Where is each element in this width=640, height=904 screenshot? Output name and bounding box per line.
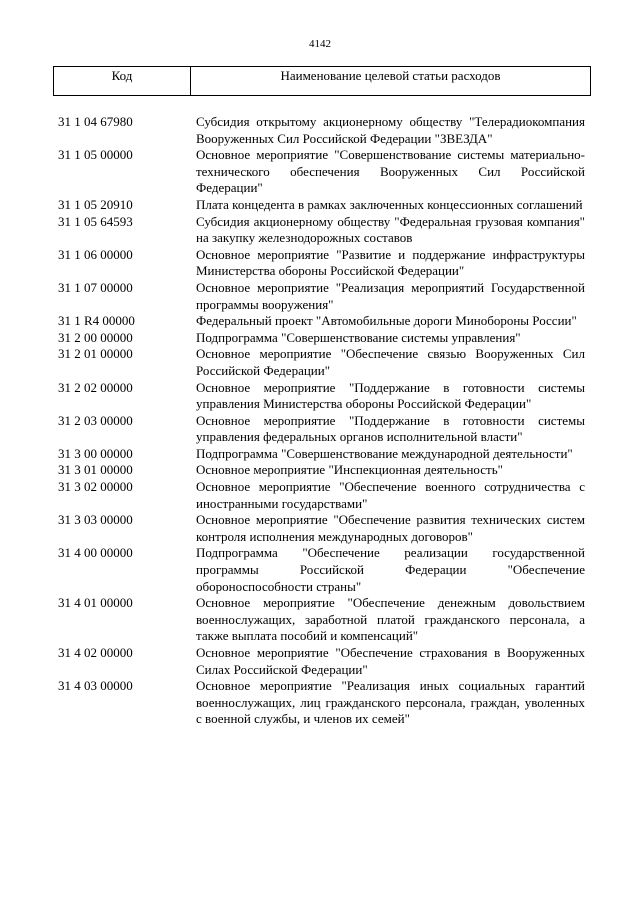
- row-code: 31 3 02 00000: [58, 479, 133, 495]
- row-code: 31 3 00 00000: [58, 445, 133, 461]
- row-name: Федеральный проект "Автомобильные дороги Минобороны России": [196, 313, 577, 329]
- table-row: [0, 346, 640, 379]
- row-name: Основное мероприятие "Обеспечение развития технических систем контроля исполнения международных договоров": [196, 512, 585, 544]
- row-name: Основное мероприятие "Поддержание в готовности системы управления Министерства обороны Российской Федерации": [196, 379, 585, 412]
- table-row: [0, 114, 640, 147]
- table-row: [0, 280, 640, 313]
- table-row: [0, 214, 640, 247]
- row-name: Плата концедента в рамках заключенных концессионных соглашений: [196, 196, 583, 212]
- row-name: Подпрограмма "Совершенствование системы управления": [196, 329, 521, 345]
- page-number: 4142: [309, 38, 331, 50]
- row-name: Основное мероприятие "Реализация иных социальных гарантий военнослужащих, лиц гражданского персонала, граждан, уволенных с военной службы, и членов их семей": [196, 678, 585, 727]
- table-body: [0, 114, 640, 728]
- table-row: [0, 147, 640, 197]
- row-name: Субсидия открытому акционерному обществу "Телерадиокомпания Вооруженных Сил Российской Федерации "ЗВЕЗДА": [196, 114, 585, 146]
- table-header: [53, 66, 591, 96]
- row-name: Основное мероприятие "Обеспечение военного сотрудничества с иностранными государствами": [196, 479, 585, 511]
- row-code: 31 4 00 00000: [58, 545, 133, 561]
- row-name: Субсидия акционерному обществу "Федеральная грузовая компания" на закупку железнодорожных составов: [196, 213, 585, 246]
- table-row: [0, 380, 640, 413]
- header-name-cell: Наименование целевой статьи расходов: [280, 68, 501, 83]
- header-code-cell: Код: [54, 67, 191, 95]
- row-name: Основное мероприятие "Обеспечение страхования в Вооруженных Силах Российской Федерации": [196, 645, 585, 677]
- row-name: Подпрограмма "Обеспечение реализации государственной программы Российской Федерации "Обеспечение обороноспособности страны": [196, 545, 585, 594]
- row-code: 31 3 03 00000: [58, 512, 133, 528]
- table-row: [0, 678, 640, 728]
- table-row: [0, 197, 640, 214]
- row-name: Основное мероприятие "Совершенствование системы материально-технического обеспечения Вооруженных Сил Российской Федерации": [196, 147, 585, 196]
- row-code: 31 1 05 00000: [58, 147, 133, 163]
- row-code: 31 3 01 00000: [58, 462, 133, 478]
- table-row: [0, 330, 640, 347]
- row-code: 31 4 02 00000: [58, 645, 133, 660]
- row-code: 31 2 02 00000: [58, 379, 133, 395]
- table-row: [0, 595, 640, 645]
- row-name: Подпрограмма "Совершенствование международной деятельности": [196, 445, 573, 461]
- row-name: Основное мероприятие "Инспекционная деятельность": [196, 462, 503, 478]
- row-name: Основное мероприятие "Реализация мероприятий Государственной программы вооружения": [196, 279, 585, 312]
- row-code: 31 1 04 67980: [58, 114, 133, 129]
- row-name: Основное мероприятие "Обеспечение связью Вооруженных Сил Российской Федерации": [196, 346, 585, 378]
- row-code: 31 2 01 00000: [58, 346, 133, 362]
- row-code: 31 2 00 00000: [58, 329, 133, 345]
- table-row: [0, 247, 640, 280]
- table-row: [0, 545, 640, 595]
- table-row: [0, 479, 640, 512]
- row-code: 31 1 07 00000: [58, 279, 133, 295]
- row-name: Основное мероприятие "Развитие и поддержание инфраструктуры Министерства обороны Российской Федерации": [196, 246, 585, 279]
- row-code: 31 4 01 00000: [58, 595, 133, 611]
- row-code: 31 4 03 00000: [58, 678, 133, 694]
- row-code: 31 1 05 64593: [58, 213, 133, 229]
- table-row: [0, 512, 640, 545]
- row-code: 31 1 05 20910: [58, 196, 133, 212]
- row-code: 31 1 R4 00000: [58, 313, 135, 329]
- table-row: [0, 446, 640, 463]
- table-row: [0, 645, 640, 678]
- table-row: [0, 413, 640, 446]
- row-code: 31 1 06 00000: [58, 246, 133, 262]
- table-row: [0, 462, 640, 479]
- row-code: 31 2 03 00000: [58, 412, 133, 428]
- row-name: Основное мероприятие "Поддержание в готовности системы управления федеральных органов исполнительной власти": [196, 412, 585, 445]
- table-row: [0, 313, 640, 330]
- row-name: Основное мероприятие "Обеспечение денежным довольствием военнослужащих, заработной платой гражданского персонала, а также выплата пособий и компенсаций": [196, 595, 585, 644]
